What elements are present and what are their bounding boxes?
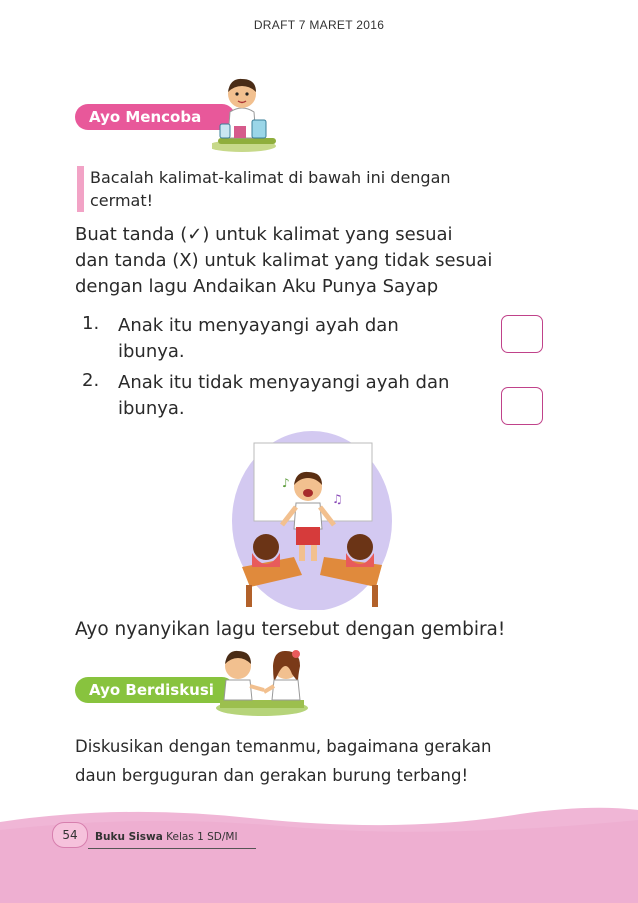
classroom-singing-illustration: [232, 425, 392, 610]
task-paragraph: [75, 222, 555, 300]
question-2-line-1: Anak itu tidak menyayangi ayah dan: [118, 372, 450, 393]
ayo-mencoba-tag: Ayo Mencoba: [75, 104, 235, 130]
footer-wave-background: [0, 800, 638, 903]
page-number: 54: [52, 822, 88, 848]
ayo-berdiskusi-tag: Ayo Berdiskusi: [75, 677, 235, 703]
question-1-number: 1.: [82, 313, 100, 334]
book-title-bold: Buku Siswa: [95, 831, 163, 843]
task-line-2: dan tanda (X) untuk kalimat yang tidak sesuai: [75, 250, 493, 271]
question-2-number: 2.: [82, 370, 100, 391]
question-1-line-1: Anak itu menyayangi ayah dan: [118, 315, 399, 336]
book-title: [95, 831, 238, 843]
instruction-bar: [77, 166, 84, 212]
discussion-text: [75, 732, 555, 790]
book-title-rest: Kelas 1 SD/MI: [162, 831, 238, 843]
question-2-text: [118, 370, 498, 422]
sing-instruction: Ayo nyanyikan lagu tersebut dengan gembira!: [75, 619, 506, 640]
question-1-text: [118, 313, 498, 365]
question-1-line-2: ibunya.: [118, 341, 185, 362]
task-line-1: Buat tanda (✓) untuk kalimat yang sesuai: [75, 224, 453, 245]
instruction-line-1: Bacalah kalimat-kalimat di bawah ini dengan: [90, 168, 451, 187]
instruction-text: [90, 166, 520, 212]
answer-box-2[interactable]: [501, 387, 543, 425]
task-line-3: dengan lagu Andaikan Aku Punya Sayap: [75, 276, 439, 297]
answer-box-1[interactable]: [501, 315, 543, 353]
question-2-line-2: ibunya.: [118, 398, 185, 419]
svg-text:♫: ♫: [332, 492, 343, 506]
draft-label: DRAFT 7 MARET 2016: [253, 18, 385, 32]
discussion-line-1: Diskusikan dengan temanmu, bagaimana gerakan: [75, 737, 492, 756]
svg-text:♪: ♪: [282, 476, 290, 490]
discussion-line-2: daun berguguran dan gerakan burung terbang!: [75, 766, 469, 785]
book-title-underline: [88, 848, 256, 849]
children-discussing-illustration: [212, 644, 312, 722]
instruction-line-2: cermat!: [90, 191, 154, 210]
boy-experiment-illustration: [212, 74, 282, 154]
